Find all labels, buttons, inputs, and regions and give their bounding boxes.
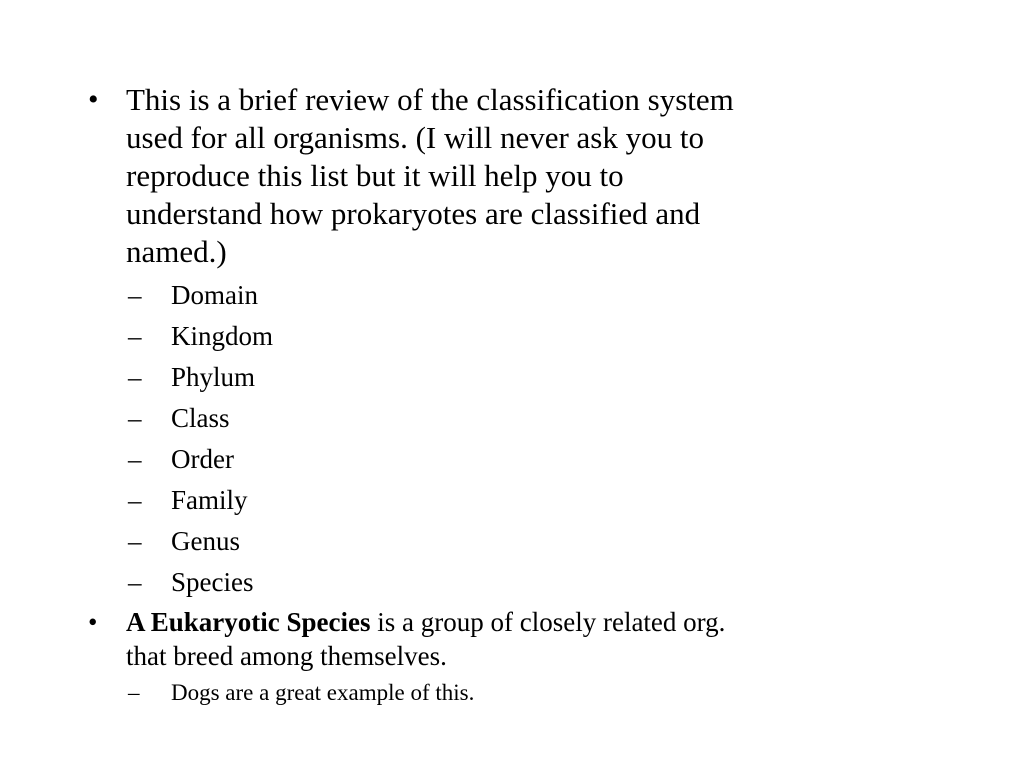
bullet-text [126,605,725,673]
example-label: Dogs are a great example of this. [171,680,475,705]
bullet-line: understand how prokaryotes are classified and [126,196,701,231]
rank-label: Genus [171,526,240,556]
bullet-line: named.) [126,234,227,269]
dash-marker: – [128,403,142,433]
dash-marker: – [128,680,140,705]
bullet-line [126,605,725,639]
bullet-marker: • [88,83,99,116]
rank-label: Family [171,485,248,515]
rank-label: Domain [171,280,258,310]
bullet-line: reproduce this list but it will help you to [126,158,624,193]
bullet-line-rest: is a group of closely related org. [370,607,726,637]
rank-label: Class [171,403,230,433]
dash-marker: – [128,526,142,556]
rank-label: Kingdom [171,321,274,351]
dash-marker: – [128,280,142,310]
dash-marker: – [128,567,142,597]
dash-marker: – [128,362,142,392]
bold-term: A Eukaryotic Species [126,607,371,637]
dash-marker: – [128,444,142,474]
bullet-line: This is a brief review of the classification system [126,82,734,117]
rank-label: Order [171,444,234,474]
dash-marker: – [128,485,142,515]
rank-label: Phylum [171,362,256,392]
bullet-line: that breed among themselves. [126,641,447,671]
rank-label: Species [171,567,254,597]
bullet-text [126,81,734,271]
bullet-line: used for all organisms. (I will never ask you to [126,120,704,155]
dash-marker: – [128,321,142,351]
bullet-marker: • [88,607,98,637]
